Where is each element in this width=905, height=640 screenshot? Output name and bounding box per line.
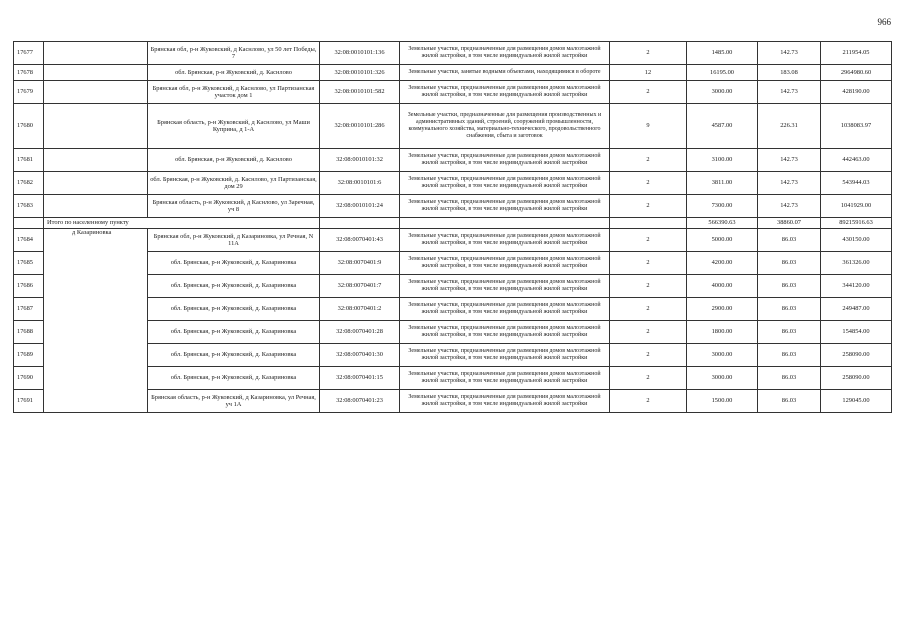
table-row (14, 172, 892, 195)
specific-value-cell: 183.08 (758, 65, 821, 81)
summary-label-cell: Итого по населенному пункту (44, 218, 320, 229)
row-number-cell: 17683 (14, 195, 44, 218)
area-cell: 7300.00 (687, 195, 758, 218)
land-use-type-cell: Земельные участки, предназначенные для размещения домов малоэтажной жилой застройки, в том числе индивидуальной жилой застройки (400, 149, 610, 172)
address-cell: Брянская область, р-н Жуковский, д Казариновка, ул Речная, уч 1А (148, 390, 320, 413)
cadastral-number-cell: 32:08:0010101:24 (320, 195, 400, 218)
address-cell: обл. Брянская, р-н Жуковский, д. Казариновка (148, 367, 320, 390)
address-cell: обл. Брянская, р-н Жуковский, д. Каснлово (148, 65, 320, 81)
locality-total-row (14, 218, 892, 229)
cadastral-number-cell: 32:08:0010101:6 (320, 172, 400, 195)
area-cell: 4000.00 (687, 275, 758, 298)
row-number-cell: 17679 (14, 81, 44, 104)
cadastral-value-cell: 1038083.97 (821, 104, 892, 149)
summary-value-cell: 89215916.63 (821, 218, 892, 229)
land-use-type-cell: Земельные участки, предназначенные для размещения домов малоэтажной жилой застройки, в том числе индивидуальной жилой застройки (400, 42, 610, 65)
summary-rate-cell: 38860.07 (758, 218, 821, 229)
land-use-type-cell: Земельные участки, предназначенные для размещения домов малоэтажной жилой застройки, в том числе индивидуальной жилой застройки (400, 390, 610, 413)
specific-value-cell: 86.03 (758, 275, 821, 298)
land-use-type-cell: Земельные участки, предназначенные для размещения домов малоэтажной жилой застройки, в том числе индивидуальной жилой застройки (400, 321, 610, 344)
area-cell: 3811.00 (687, 172, 758, 195)
cadastral-value-cell: 2964980.60 (821, 65, 892, 81)
specific-value-cell: 142.73 (758, 81, 821, 104)
land-use-type-cell: Земельные участки, предназначенные для размещения домов малоэтажной жилой застройки, в том числе индивидуальной жилой застройки (400, 252, 610, 275)
cadastral-value-table (13, 41, 892, 413)
summary-empty-cell (400, 218, 610, 229)
cadastral-value-cell: 211954.05 (821, 42, 892, 65)
land-use-type-cell: Земельные участки, занятые водными объектами, находящимися в обороте (400, 65, 610, 81)
summary-area-cell: 566390.63 (687, 218, 758, 229)
cadastral-value-cell: 154854.00 (821, 321, 892, 344)
area-cell: 4587.00 (687, 104, 758, 149)
land-use-group-cell: 12 (610, 65, 687, 81)
cadastral-number-cell: 32:08:0010101:582 (320, 81, 400, 104)
summary-empty-cell (320, 218, 400, 229)
land-use-group-cell: 9 (610, 104, 687, 149)
cadastral-value-cell: 249487.00 (821, 298, 892, 321)
table-row (14, 42, 892, 65)
cadastral-number-cell: 32:08:0010101:326 (320, 65, 400, 81)
page-number: 966 (877, 17, 891, 27)
land-use-group-cell: 2 (610, 172, 687, 195)
cadastral-number-cell: 32:08:0070401:9 (320, 252, 400, 275)
cadastral-number-cell: 32:08:0070401:7 (320, 275, 400, 298)
locality-cell (44, 81, 148, 104)
address-cell: обл. Брянская, р-н Жуковский, д. Казариновка (148, 321, 320, 344)
row-number-cell: 17684 (14, 229, 44, 252)
land-use-group-cell: 2 (610, 298, 687, 321)
address-cell: обл. Брянская, р-н Жуковский, д. Казариновка (148, 275, 320, 298)
land-use-type-cell: Земельные участки, предназначенные для размещения домов малоэтажной жилой застройки, в том числе индивидуальной жилой застройки (400, 344, 610, 367)
summary-empty-cell (610, 218, 687, 229)
land-use-type-cell: Земельные участки, предназначенные для размещения домов малоэтажной жилой застройки, в том числе индивидуальной жилой застройки (400, 229, 610, 252)
row-number-cell: 17680 (14, 104, 44, 149)
land-use-type-cell: Земельные участки, предназначенные для размещения домов малоэтажной жилой застройки, в том числе индивидуальной жилой застройки (400, 298, 610, 321)
address-cell: Брянская область, р-н Жуковский, д Каснлово, ул Маши Куприна, д 1-А (148, 104, 320, 149)
address-cell: обл. Брянская, р-н Жуковский, д. Казариновка (148, 298, 320, 321)
land-use-group-cell: 2 (610, 42, 687, 65)
cadastral-value-cell: 258090.00 (821, 344, 892, 367)
land-use-group-cell: 2 (610, 321, 687, 344)
land-use-group-cell: 2 (610, 195, 687, 218)
cadastral-number-cell: 32:08:0010101:136 (320, 42, 400, 65)
address-cell: Брянская обл, р-н Жуковский, д Каснлово, ул 50 лет Победы, 7 (148, 42, 320, 65)
row-number-cell: 17690 (14, 367, 44, 390)
land-use-type-cell: Земельные участки, предназначенные для размещения домов малоэтажной жилой застройки, в том числе индивидуальной жилой застройки (400, 367, 610, 390)
locality-cell (44, 195, 148, 218)
land-use-group-cell: 2 (610, 390, 687, 413)
area-cell: 3000.00 (687, 367, 758, 390)
cadastral-value-cell: 430150.00 (821, 229, 892, 252)
address-cell: обл. Брянская, р-н Жуковский, д. Каснлово, ул Партизанская, дом 29 (148, 172, 320, 195)
land-use-type-cell: Земельные участки, предназначенные для размещения домов малоэтажной жилой застройки, в том числе индивидуальной жилой застройки (400, 172, 610, 195)
cadastral-value-cell: 428190.00 (821, 81, 892, 104)
table-row (14, 195, 892, 218)
table-row (14, 149, 892, 172)
specific-value-cell: 86.03 (758, 344, 821, 367)
area-cell: 1800.00 (687, 321, 758, 344)
area-cell: 2900.00 (687, 298, 758, 321)
specific-value-cell: 142.73 (758, 149, 821, 172)
locality-cell (44, 149, 148, 172)
specific-value-cell: 142.73 (758, 42, 821, 65)
table-row (14, 65, 892, 81)
row-number-cell: 17677 (14, 42, 44, 65)
row-number-cell: 17678 (14, 65, 44, 81)
cadastral-number-cell: 32:08:0070401:30 (320, 344, 400, 367)
area-cell: 5000.00 (687, 229, 758, 252)
locality-cell (44, 42, 148, 65)
land-use-type-cell: Земельные участки, предназначенные для размещения домов малоэтажной жилой застройки, в том числе индивидуальной жилой застройки (400, 275, 610, 298)
land-use-group-cell: 2 (610, 81, 687, 104)
row-number-cell: 17689 (14, 344, 44, 367)
area-cell: 3100.00 (687, 149, 758, 172)
table-body (14, 42, 892, 413)
land-use-group-cell: 2 (610, 149, 687, 172)
area-cell: 1485.00 (687, 42, 758, 65)
table-row (14, 229, 892, 252)
area-cell: 1500.00 (687, 390, 758, 413)
summary-empty-cell (14, 218, 44, 229)
row-number-cell: 17687 (14, 298, 44, 321)
address-cell: Брянская область, р-н Жуковский, д Каснлово, ул Заречная, уч 8 (148, 195, 320, 218)
specific-value-cell: 142.73 (758, 195, 821, 218)
locality-cell (44, 172, 148, 195)
row-number-cell: 17688 (14, 321, 44, 344)
address-cell: Брянская обл, р-н Жуковский, д Казариновка, ул Речная, N 11А (148, 229, 320, 252)
land-use-group-cell: 2 (610, 344, 687, 367)
area-cell: 3000.00 (687, 344, 758, 367)
address-cell: обл. Брянская, р-н Жуковский, д. Казариновка (148, 344, 320, 367)
cadastral-number-cell: 32:08:0070401:2 (320, 298, 400, 321)
area-cell: 4200.00 (687, 252, 758, 275)
land-use-group-cell: 2 (610, 252, 687, 275)
table-row (14, 104, 892, 149)
row-number-cell: 17691 (14, 390, 44, 413)
cadastral-number-cell: 32:08:0070401:15 (320, 367, 400, 390)
specific-value-cell: 142.73 (758, 172, 821, 195)
cadastral-value-cell: 543944.03 (821, 172, 892, 195)
cadastral-number-cell: 32:08:0010101:286 (320, 104, 400, 149)
row-number-cell: 17685 (14, 252, 44, 275)
cadastral-value-cell: 361326.00 (821, 252, 892, 275)
address-cell: Брянская обл, р-н Жуковский, д Каснлово, ул Партизанская участок дом 1 (148, 81, 320, 104)
cadastral-value-cell: 1041929.00 (821, 195, 892, 218)
cadastral-number-cell: 32:08:0070401:28 (320, 321, 400, 344)
cadastral-number-cell: 32:08:0070401:43 (320, 229, 400, 252)
cadastral-value-cell: 129045.00 (821, 390, 892, 413)
cadastral-value-cell: 442463.00 (821, 149, 892, 172)
specific-value-cell: 86.03 (758, 367, 821, 390)
land-use-type-cell: Земельные участки, предназначенные для размещения производственных и административных зданий, строений, сооружений промышленности, коммунального хозяйства, материально-технического, продовольственного снабжения, сбыта и заготовок (400, 104, 610, 149)
land-use-group-cell: 2 (610, 367, 687, 390)
area-cell: 16195.00 (687, 65, 758, 81)
specific-value-cell: 86.03 (758, 321, 821, 344)
land-use-group-cell: 2 (610, 229, 687, 252)
cadastral-value-cell: 258090.00 (821, 367, 892, 390)
specific-value-cell: 86.03 (758, 390, 821, 413)
specific-value-cell: 86.03 (758, 252, 821, 275)
row-number-cell: 17681 (14, 149, 44, 172)
specific-value-cell: 86.03 (758, 229, 821, 252)
locality-cell (44, 65, 148, 81)
land-use-type-cell: Земельные участки, предназначенные для размещения домов малоэтажной жилой застройки, в том числе индивидуальной жилой застройки (400, 195, 610, 218)
cadastral-value-cell: 344120.00 (821, 275, 892, 298)
specific-value-cell: 86.03 (758, 298, 821, 321)
row-number-cell: 17682 (14, 172, 44, 195)
land-use-group-cell: 2 (610, 275, 687, 298)
address-cell: обл. Брянская, р-н Жуковский, д. Казариновка (148, 252, 320, 275)
specific-value-cell: 226.31 (758, 104, 821, 149)
cadastral-number-cell: 32:08:0070401:23 (320, 390, 400, 413)
row-number-cell: 17686 (14, 275, 44, 298)
locality-cell (44, 104, 148, 149)
cadastral-number-cell: 32:08:0010101:32 (320, 149, 400, 172)
table-row (14, 81, 892, 104)
land-use-type-cell: Земельные участки, предназначенные для размещения домов малоэтажной жилой застройки, в том числе индивидуальной жилой застройки (400, 81, 610, 104)
address-cell: обл. Брянская, р-н Жуковский, д. Каснлово (148, 149, 320, 172)
locality-name-cell: д Казариновка (44, 229, 148, 413)
area-cell: 3000.00 (687, 81, 758, 104)
